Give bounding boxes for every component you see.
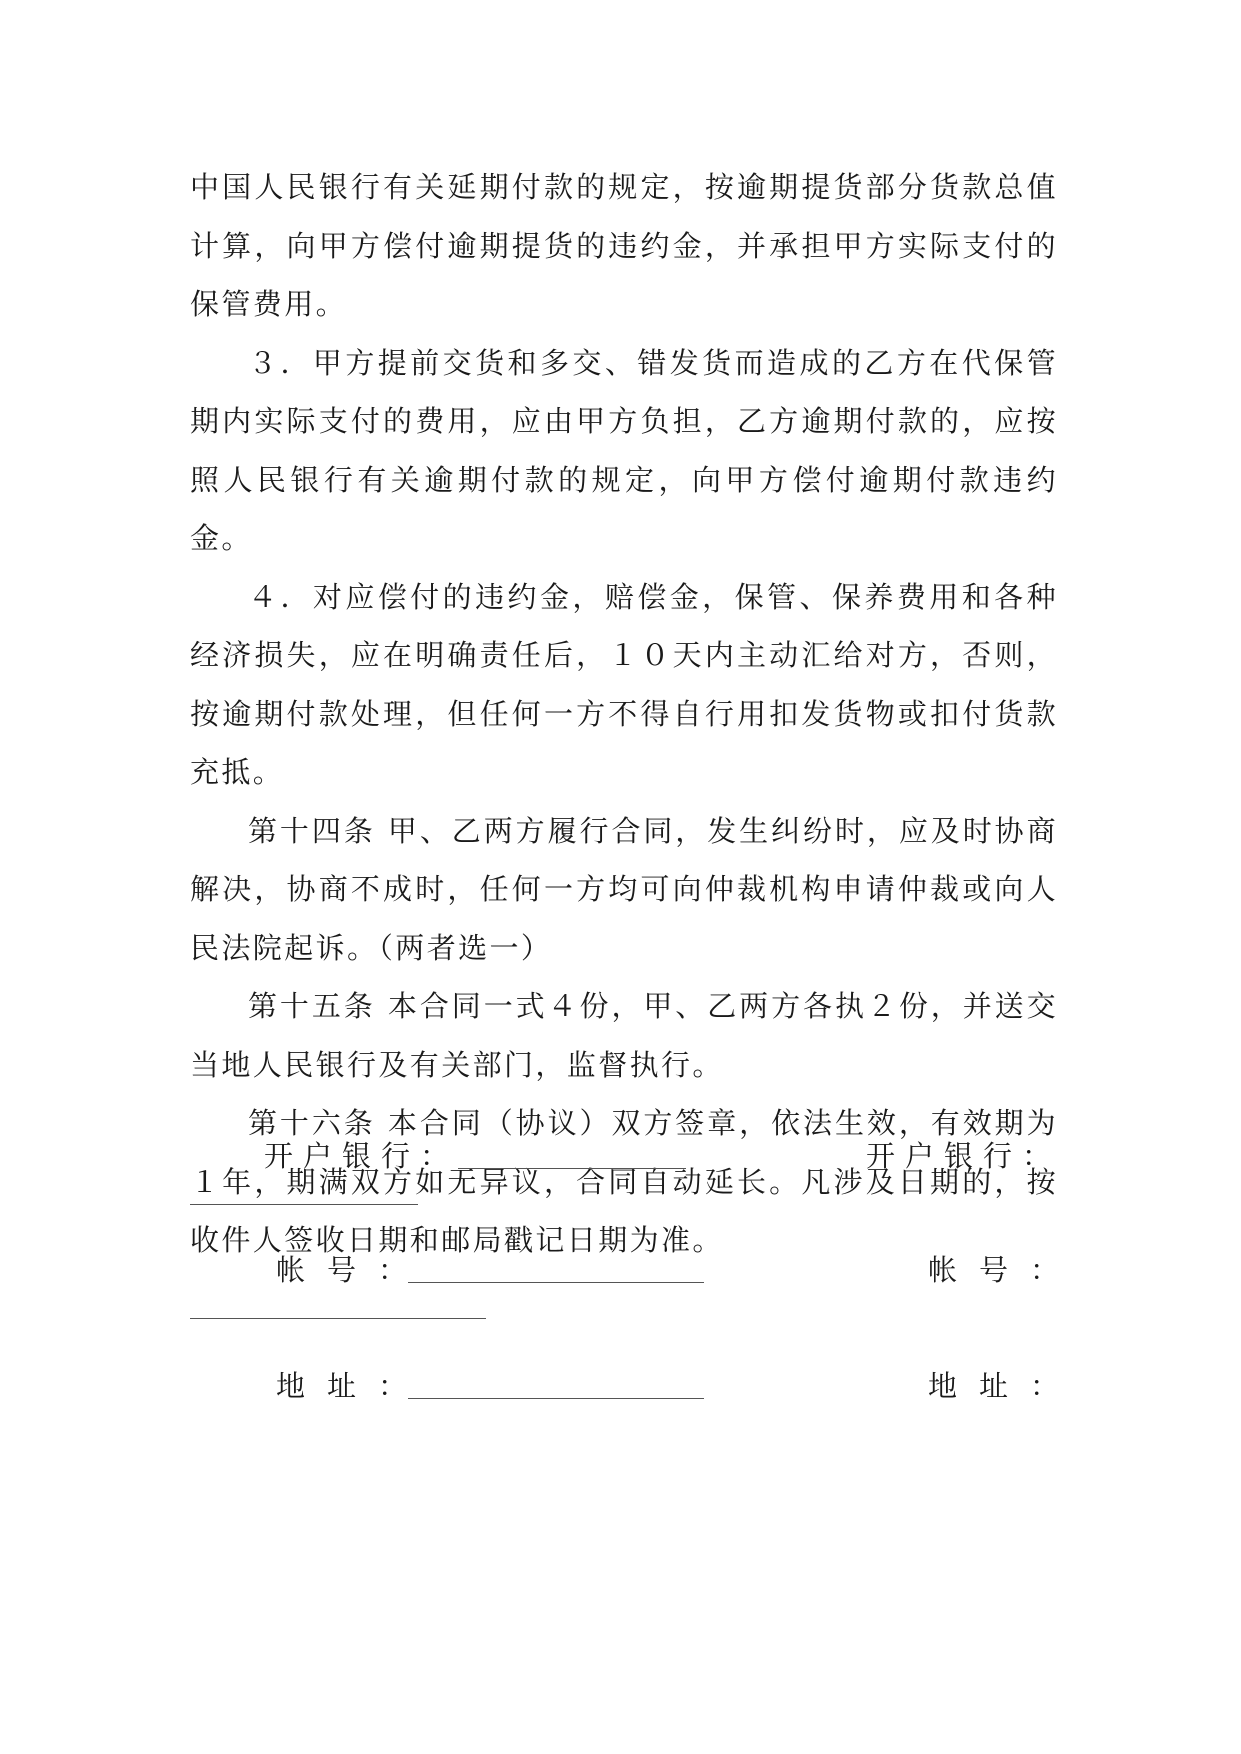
signature-row-account xyxy=(0,1250,1241,1290)
party-a-address-label: 地址： xyxy=(276,1369,430,1403)
party-b-bank-label: 开户银行： xyxy=(866,1139,1062,1173)
paragraph-continuation: 中国人民银行有关延期付款的规定，按逾期提货部分货款总值计算，向甲方偿付逾期提货的违约金，并承担甲方实际支付的保管费用。 xyxy=(190,170,1058,321)
party-a-address-line xyxy=(408,1398,704,1399)
party-a-account-line xyxy=(408,1282,704,1283)
signature-row-bank xyxy=(0,1136,1241,1176)
paragraph-item-3: ３．甲方提前交货和多交、错发货而造成的乙方在代保管期内实际支付的费用，应由甲方负担，乙方逾期付款的，应按照人民银行有关逾期付款的规定，向甲方偿付逾期付款违约金。 xyxy=(190,345,1058,555)
paragraph-item-4: ４．对应偿付的违约金，赔偿金，保管、保养费用和各种经济损失，应在明确责任后，１０天内主动汇给对方，否则，按逾期付款处理，但任何一方不得自行用扣发货物或扣付货款充抵。 xyxy=(190,579,1058,789)
contract-body xyxy=(190,158,1058,1270)
party-b-account-label: 帐号： xyxy=(928,1253,1082,1287)
paragraph-article-14: 第十四条 甲、乙两方履行合同，发生纠纷时，应及时协商解决，协商不成时，任何一方均可向仲裁机构申请仲裁或向人民法院起诉。（两者选一） xyxy=(190,813,1058,965)
party-a-account-label: 帐号： xyxy=(276,1253,430,1287)
party-a-bank-label: 开户银行： xyxy=(264,1139,460,1173)
paragraph-article-16: 第十六条 本合同（协议）双方签章，依法生效，有效期为１年，期满双方如无异议，合同自动延长。凡涉及日期的，按收件人签收日期和邮局戳记日期为准。 xyxy=(190,1106,1058,1257)
paragraph-article-15: 第十五条 本合同一式４份，甲、乙两方各执２份，并送交当地人民银行及有关部门，监督执行。 xyxy=(190,989,1058,1082)
party-b-address-label: 地址： xyxy=(928,1369,1082,1403)
party-b-account-line xyxy=(190,1318,486,1319)
party-b-bank-line xyxy=(190,1204,418,1205)
signature-row-address xyxy=(0,1366,1241,1406)
party-a-bank-line xyxy=(458,1168,686,1169)
